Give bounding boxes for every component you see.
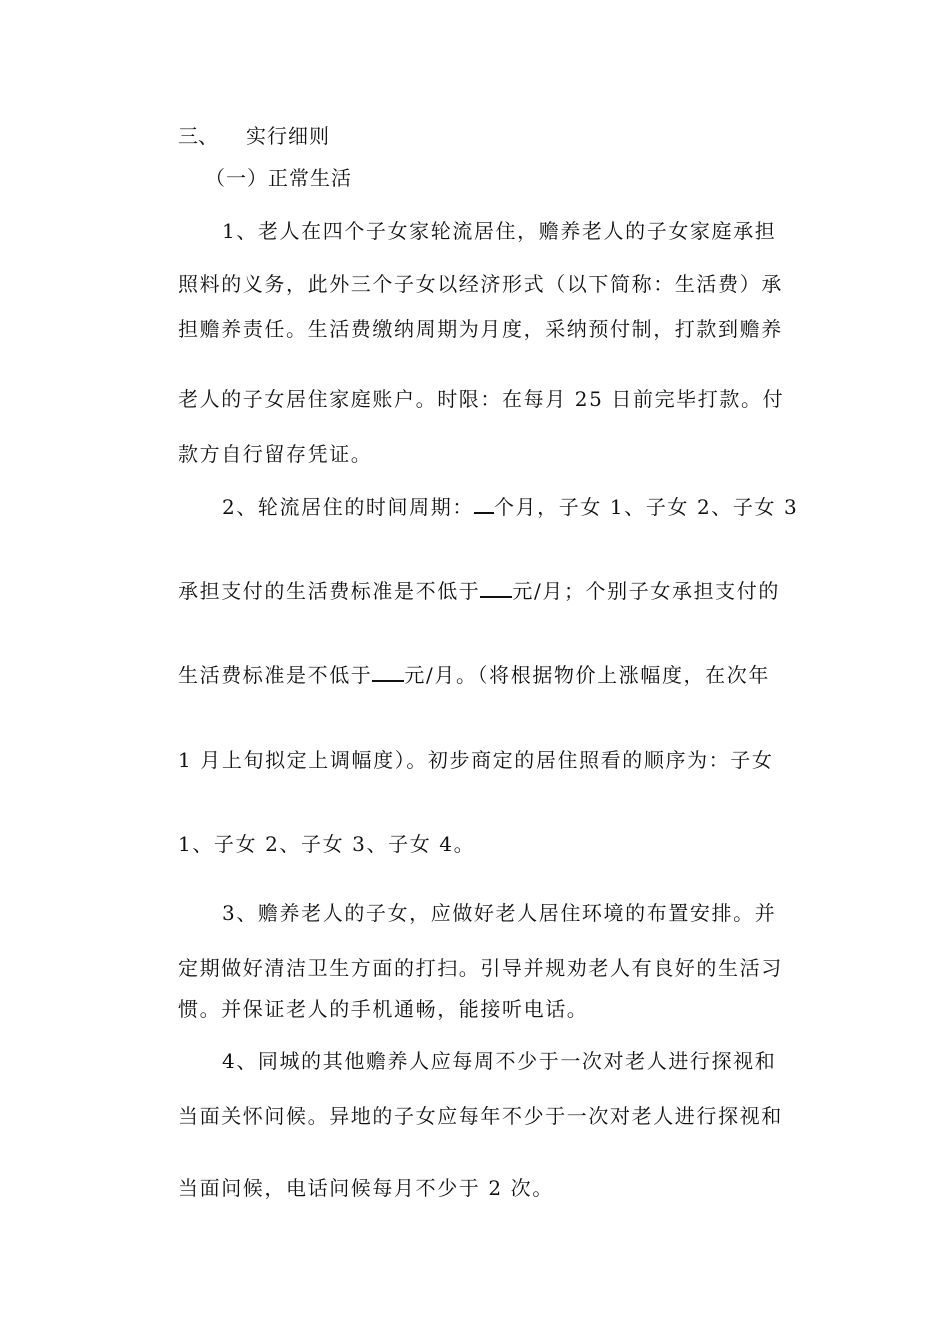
item2-line-3-a: 生活费标准是不低于 — [178, 663, 373, 687]
item2-line-4: 1 月上旬拟定上调幅度）。初步商定的居住照看的顺序为：子女 — [178, 748, 774, 772]
item2-line-3-b: 元/月。（将根据物价上涨幅度，在次年 — [404, 663, 770, 687]
item2-line-2-b: 元/月；个别子女承担支付的 — [512, 579, 780, 603]
item2-line-1 — [222, 494, 808, 520]
subsection-title: （一）正常生活 — [205, 166, 352, 190]
item2-line-3 — [178, 662, 808, 688]
section-number: 三、 — [178, 124, 218, 148]
item4-line-1: 4、同城的其他赡养人应每周不少于一次对老人进行探视和 — [222, 1049, 777, 1073]
fill-blank-amount-1[interactable] — [480, 578, 512, 598]
fill-blank-months[interactable] — [474, 494, 494, 514]
item2-line-1-b: 个月，子女 1、子女 2、子女 3 — [493, 495, 799, 519]
item1-line-4: 老人的子女居住家庭账户。时限：在每月 25 日前完毕打款。付 — [178, 387, 785, 411]
fill-blank-amount-2[interactable] — [372, 662, 404, 682]
item1-line-2: 照料的义务，此外三个子女以经济形式（以下简称：生活费）承 — [178, 272, 783, 296]
item3-line-2: 定期做好清洁卫生方面的打扫。引导并规劝老人有良好的生活习 — [178, 956, 783, 980]
item1-line-5: 款方自行留存凭证。 — [178, 442, 373, 466]
item1-line-3: 担赡养责任。生活费缴纳周期为月度，采纳预付制，打款到赡养 — [178, 317, 783, 341]
item2-line-2 — [178, 578, 808, 604]
item2-line-2-a: 承担支付的生活费标准是不低于 — [178, 579, 481, 603]
item1-line-1: 1、老人在四个子女家轮流居住，赡养老人的子女家庭承担 — [222, 219, 777, 243]
item2-line-1-a: 2、轮流居住的时间周期： — [222, 495, 474, 519]
item2-line-5: 1、子女 2、子女 3、子女 4。 — [178, 832, 476, 856]
item3-line-1: 3、赡养老人的子女，应做好老人居住环境的布置安排。并 — [222, 901, 777, 925]
section-title: 实行细则 — [246, 124, 330, 148]
item4-line-2: 当面关怀问候。异地的子女应每年不少于一次对老人进行探视和 — [178, 1104, 783, 1128]
item3-line-3: 惯。并保证老人的手机通畅，能接听电话。 — [178, 997, 589, 1021]
item4-line-3: 当面问候，电话问候每月不少于 2 次。 — [178, 1176, 554, 1200]
